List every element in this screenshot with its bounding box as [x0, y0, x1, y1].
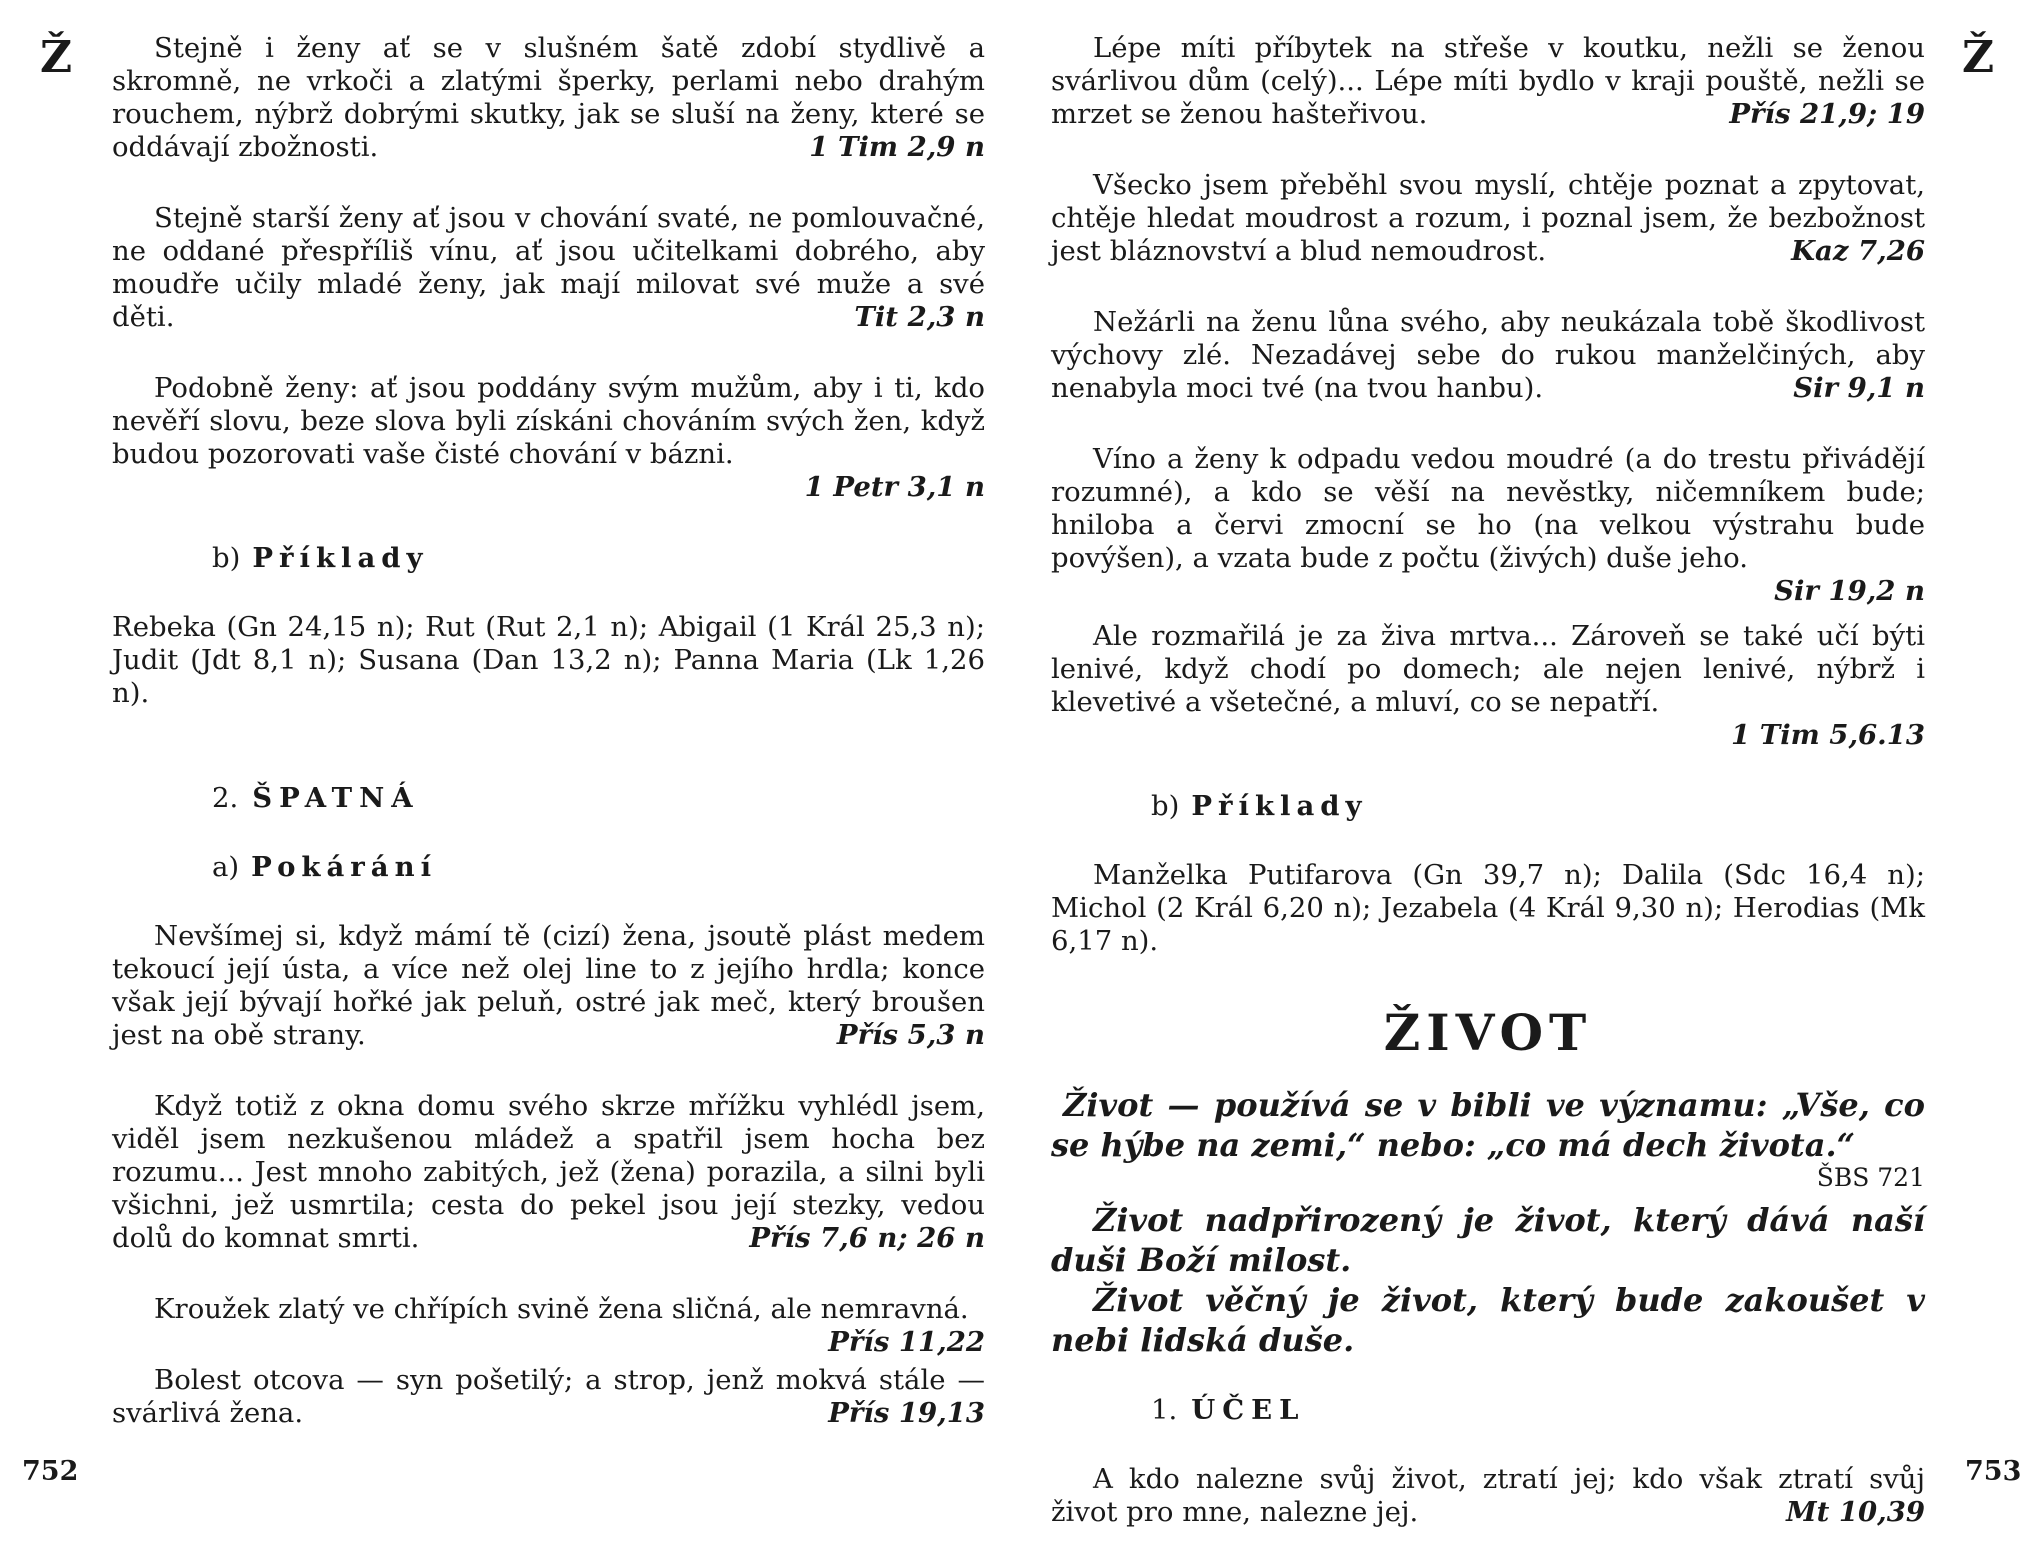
verse-text: Stejně starší ženy ať jsou v chování svaté, ne pomlouvačné, ne oddané přespříliš vínu, ať jsou učitelkami dobrého, aby moudře učily mladé ženy, jak mají milovat své muže a své děti.	[112, 202, 985, 333]
left-page	[0, 0, 1010, 1501]
subsection-heading	[212, 851, 985, 884]
verse-entry	[1051, 32, 1925, 131]
verse-text: Když totiž z okna domu svého skrze mřížku vyhlédl jsem, viděl jsem nezkušenou mládež a spatřil jsem hocha bez rozumu... Jest mnoho zabitých, jež (žena) porazila, a silni byli všichni, jež usmrtila; cesta do pekel jsou její stezky, vedou dolů do komnat smrti.	[112, 1090, 985, 1254]
section-label: 1.	[1151, 1394, 1178, 1426]
verse-entry	[1051, 443, 1925, 608]
verse-text: A kdo nalezne svůj život, ztratí jej; kdo však ztratí svůj život pro mne, nalezne jej.	[1051, 1463, 1925, 1528]
verse-reference: Přís 5,3 n	[836, 1019, 985, 1051]
verse-text: Stejně i ženy ať se v slušném šatě zdobí stydlivě a skromně, ne vrkoči a zlatými šperky, perlami nebo drahým rouchem, nýbrž dobrými skutky, jak se sluší na ženy, které se oddávají zbožnosti.	[112, 32, 985, 163]
verse-reference: Kaz 7,26	[1791, 235, 1925, 267]
verse-reference: Přís 21,9; 19	[1729, 98, 1925, 130]
section-heading	[212, 782, 985, 815]
verse-reference: Přís 11,22	[828, 1326, 985, 1358]
right-page	[1010, 0, 2021, 1528]
verse-text: Lépe míti příbytek na střeše v koutku, nežli se ženou svárlivou dům (celý)... Lépe míti bydlo v kraji pouště, nežli se mrzet se ženou hašteřivou.	[1051, 32, 1925, 130]
definition-text: Život věčný je život, který bude zakoušet v nebi lidská duše.	[1051, 1281, 1925, 1359]
verse-reference: Sir 9,1 n	[1793, 372, 1925, 404]
verse-reference: 1 Tim 2,9 n	[809, 131, 985, 163]
subsection-label: b)	[1151, 790, 1180, 822]
definition-text: Život — používá se v bibli ve významu: „Vše, co se hýbe na zemi,“ nebo: „co má dech života.“	[1051, 1086, 1925, 1164]
verse-entry	[1051, 620, 1925, 752]
examples-list	[1051, 859, 1925, 958]
verse-reference: 1 Petr 3,1 n	[804, 471, 985, 503]
verse-entry	[112, 920, 985, 1052]
text-column	[1051, 32, 1925, 1567]
section-title: ŠPATNÁ	[252, 782, 420, 814]
verse-text: Nežárli na ženu lůna svého, aby neukázala tobě škodlivost výchovy zlé. Nezadávej sebe do rukou manželčiných, aby nenabyla moci tvé (na tvou hanbu).	[1051, 306, 1925, 404]
subsection-title: Příklady	[252, 542, 429, 574]
text-column	[112, 32, 985, 1468]
page-number: 752	[22, 1456, 79, 1487]
verse-reference: Tit 2,3 n	[854, 301, 985, 333]
examples-list: Rebeka (Gn 24,15 n); Rut (Rut 2,1 n); Abigail (1 Král 25,3 n); Judit (Jdt 8,1 n); Susana (Dan 13,2 n); Panna Maria (Lk 1,26 n).	[112, 611, 985, 709]
section-label: 2.	[212, 782, 239, 814]
verse-entry	[112, 32, 985, 164]
subsection-title: Pokárání	[251, 851, 438, 883]
verse-entry	[1051, 1463, 1925, 1529]
subsection-label: a)	[212, 851, 240, 883]
verse-text: Ale rozmařilá je za živa mrtva... Zároveň se také učí býti lenivé, když chodí po domech; ale nejen lenivé, nýbrž i klevetivé a všetečné, a mluví, co se nepatří.	[1051, 620, 1925, 718]
entry-heading: ŽIVOT	[1383, 1003, 1593, 1062]
page-number: 753	[1965, 1456, 2021, 1487]
verse-entry	[112, 1090, 985, 1255]
verse-text: Podobně ženy: ať jsou poddány svým mužům, aby i ti, kdo nevěří slovu, beze slova byli získáni chováním svých žen, když budou pozorovati vaše čisté chování v bázni.	[112, 372, 985, 470]
verse-reference: Sir 19,2 n	[1774, 575, 1925, 607]
verse-entry	[112, 1293, 985, 1358]
verse-reference: Přís 7,6 n; 26 n	[749, 1222, 985, 1254]
subsection-label: b)	[212, 542, 241, 574]
section-title: ÚČEL	[1191, 1394, 1306, 1426]
verse-reference: Mt 10,39	[1786, 1496, 1925, 1528]
verse-entry	[112, 372, 985, 504]
subsection-heading	[1151, 790, 1925, 823]
verse-text: Víno a ženy k odpadu vedou moudré (a do trestu přivádějí rozumné), a kdo se věší na nevěstky, ničemníkem bude; hniloba a červi zmocní se ho (na velkou výstrahu bude povýšen), a vzata bude z počtu (živých) duše jeho.	[1051, 443, 1925, 574]
section-heading	[1151, 1394, 1925, 1427]
verse-text: Všecko jsem přeběhl svou myslí, chtěje poznat a zpytovat, chtěje hledat moudrost a rozum, i poznal jsem, že bezbožnost jest bláznovství a blud nemoudrost.	[1051, 169, 1925, 267]
definition-text: Život nadpřirozený je život, který dává naší duši Boží milost.	[1051, 1201, 1925, 1279]
verse-entry	[112, 1364, 985, 1430]
verse-entry	[112, 202, 985, 334]
running-letter: Ž	[40, 32, 73, 83]
verse-entry	[1051, 306, 1925, 405]
definition-reference: ŠBS 721	[1816, 1163, 1925, 1192]
verse-text: Kroužek zlatý ve chřípích svině žena sličná, ale nemravná.	[154, 1293, 969, 1325]
verse-text: Bolest otcova — syn pošetilý; a strop, jenž mokvá stále — svárlivá žena.	[112, 1364, 985, 1429]
subsection-heading	[212, 542, 985, 575]
subsection-title: Příklady	[1191, 790, 1368, 822]
examples-text: Manželka Putifarova (Gn 39,7 n); Dalila (Sdc 16,4 n); Michol (2 Král 6,20 n); Jezabela (4 Král 9,30 n); Herodias (Mk 6,17 n).	[1051, 859, 1925, 957]
verse-entry	[1051, 169, 1925, 268]
verse-reference: 1 Tim 5,6.13	[1731, 719, 1925, 751]
verse-text: Nevšímej si, když mámí tě (cizí) žena, jsoutě plást medem tekoucí její ústa, a více než olej line to z jejího hrdla; konce však její bývají hořké jak peluň, ostré jak meč, který broušen jest na obě strany.	[112, 920, 985, 1051]
running-letter: Ž	[1962, 32, 1995, 83]
verse-reference: Přís 19,13	[828, 1397, 985, 1429]
